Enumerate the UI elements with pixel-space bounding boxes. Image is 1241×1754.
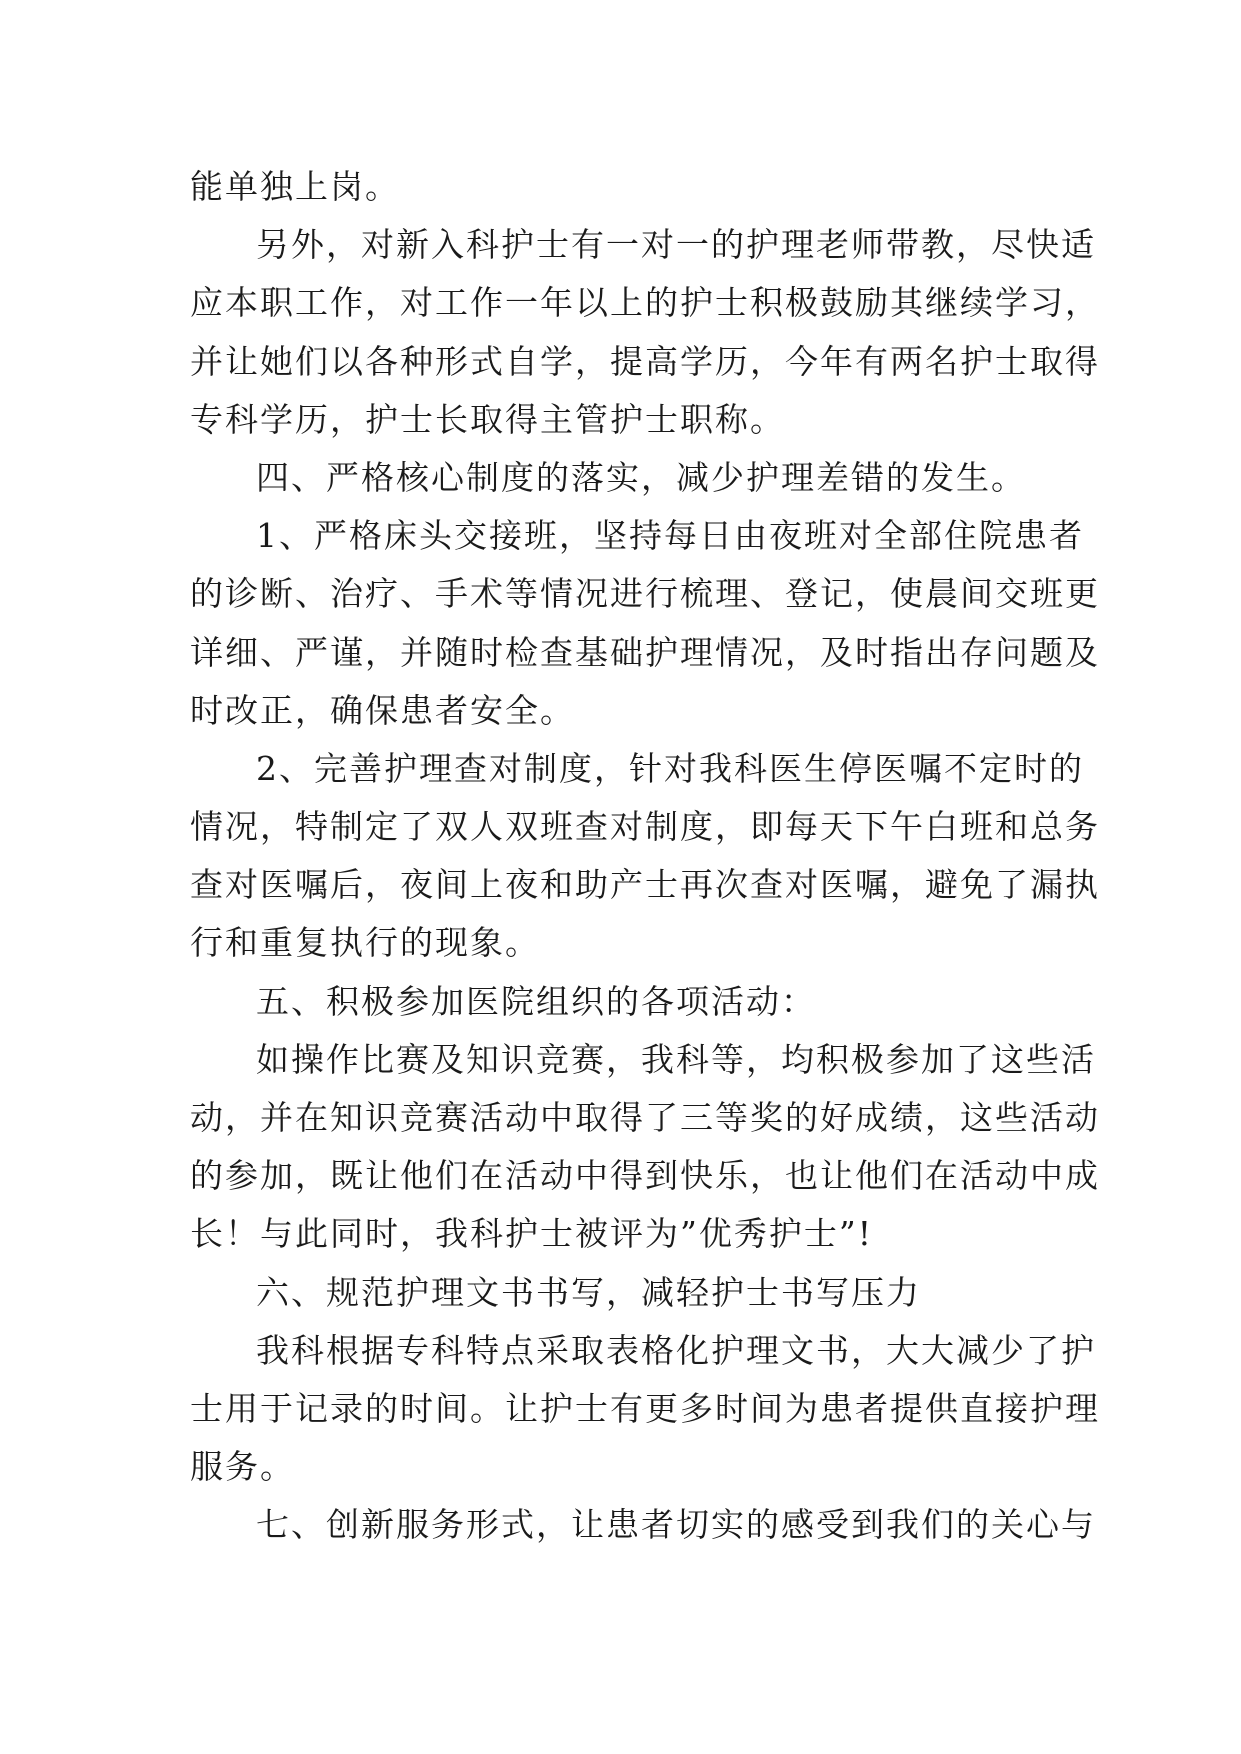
text-line: 并让她们以各种形式自学，提高学历，今年有两名护士取得 <box>190 341 1100 381</box>
text-line: 时改正，确保患者安全。 <box>190 690 575 730</box>
text-line: 行和重复执行的现象。 <box>190 923 540 963</box>
text-line: 详细、严谨，并随时检查基础护理情况，及时指出存问题及 <box>190 632 1100 672</box>
text-line: 服务。 <box>190 1447 295 1487</box>
text-line: 2、完善护理查对制度，针对我科医生停医嘱不定时的 <box>256 748 1084 788</box>
text-line: 七、创新服务形式，让患者切实的感受到我们的关心与 <box>256 1505 1096 1545</box>
text-line: 的参加，既让他们在活动中得到快乐，也让他们在活动中成 <box>190 1156 1100 1196</box>
text-line: 长！与此同时，我科护士被评为”优秀护士”! <box>190 1214 874 1254</box>
document-body <box>190 158 1100 1555</box>
text-line: 另外，对新入科护士有一对一的护理老师带教，尽快适 <box>256 225 1096 265</box>
text-line: 如操作比赛及知识竞赛，我科等，均积极参加了这些活 <box>256 1039 1096 1079</box>
text-line: 五、积极参加医院组织的各项活动： <box>256 981 816 1021</box>
text-line: 四、严格核心制度的落实，减少护理差错的发生。 <box>256 457 1026 497</box>
text-line: 的诊断、治疗、手术等情况进行梳理、登记，使晨间交班更 <box>190 574 1100 614</box>
text-line: 我科根据专科特点采取表格化护理文书，大大减少了护 <box>256 1330 1096 1370</box>
text-line: 动，并在知识竞赛活动中取得了三等奖的好成绩，这些活动 <box>190 1098 1100 1137</box>
text-line: 能单独上岗。 <box>190 167 400 206</box>
text-line: 1、严格床头交接班，坚持每日由夜班对全部住院患者 <box>256 516 1084 556</box>
text-line: 专科学历，护士长取得主管护士职称。 <box>190 399 785 439</box>
text-line: 查对医嘱后，夜间上夜和助产士再次查对医嘱，避免了漏执 <box>190 865 1100 905</box>
text-line: 六、规范护理文书书写，减轻护士书写压力 <box>256 1272 921 1312</box>
text-line: 应本职工作，对工作一年以上的护士积极鼓励其继续学习， <box>190 283 1100 323</box>
text-line: 情况，特制定了双人双班查对制度，即每天下午白班和总务 <box>190 807 1100 847</box>
text-line: 士用于记录的时间。让护士有更多时间为患者提供直接护理 <box>190 1388 1100 1428</box>
